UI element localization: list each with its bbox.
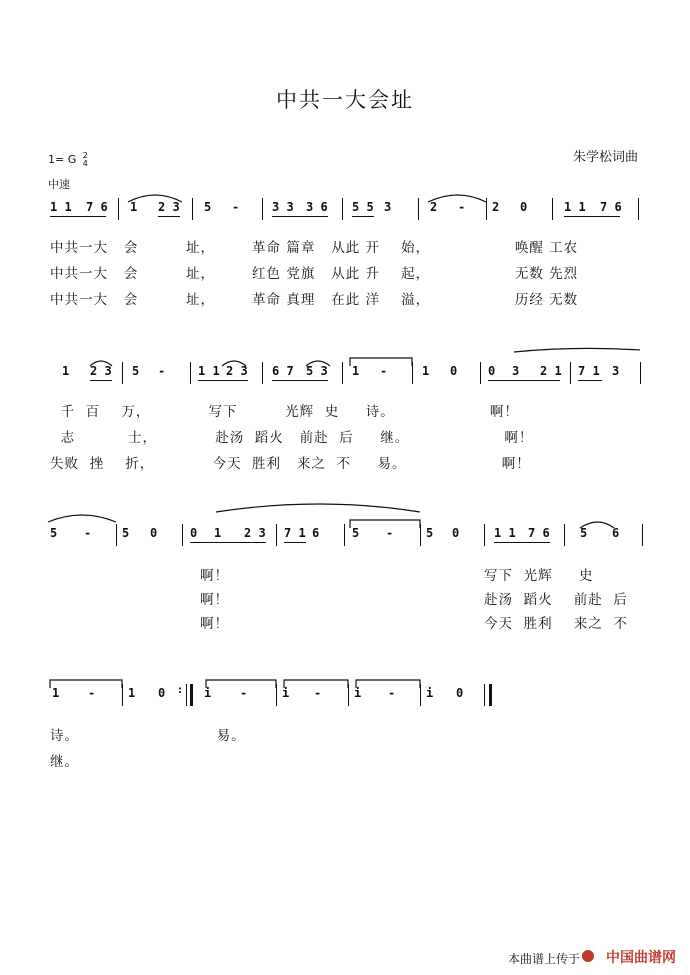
lyric-line: 啊！	[200, 616, 229, 632]
note-group: -	[232, 200, 240, 214]
tempo-marking: 中速	[48, 178, 70, 191]
note-group: 1	[128, 686, 136, 700]
note-group: -	[386, 526, 394, 540]
note-group: 2 3	[158, 200, 180, 214]
note-group: 3	[612, 364, 620, 378]
repeat-dots: :	[178, 685, 182, 696]
note-group: 1 1	[494, 526, 516, 540]
note-group: 0	[456, 686, 464, 700]
note-group: 0	[520, 200, 528, 214]
lyric-line: 失败 挫 折， 今天 胜利 来之 不 易。 啊！	[50, 456, 531, 472]
note-group: 1 1	[50, 200, 72, 214]
lyric-line: 千 百 万， 写下 光辉 史 诗。 啊！	[50, 404, 519, 420]
note-group: i	[204, 686, 212, 700]
note-group: i	[282, 686, 290, 700]
note-group: 0	[158, 686, 166, 700]
note-group: 3 3	[272, 200, 294, 214]
note-group: 1	[62, 364, 70, 378]
note-group: 0	[150, 526, 158, 540]
note-group: 6 7	[272, 364, 294, 378]
key-label: 1= G	[48, 153, 77, 166]
note-group: 5	[50, 526, 58, 540]
note-group: 2 3	[244, 526, 266, 540]
lyric-line: 中共一大 会 址， 红色 党旗 从此 升 起， 无数 先烈	[50, 266, 579, 282]
note-group: i	[354, 686, 362, 700]
note-group: 1 1	[564, 200, 586, 214]
note-group: 5	[132, 364, 140, 378]
note-group: 5	[204, 200, 212, 214]
note-group: -	[458, 200, 466, 214]
note-group: 7 6	[528, 526, 550, 540]
note-group: 7 1	[578, 364, 600, 378]
note-group: 1	[352, 364, 360, 378]
note-group: 0	[488, 364, 496, 378]
note-group: 2 3	[90, 364, 112, 378]
lyric-line: 啊！	[200, 568, 229, 584]
note-group: -	[88, 686, 96, 700]
lyric-line: 赴汤 蹈火 前赴 后	[484, 592, 628, 608]
note-group: 3	[384, 200, 392, 214]
note-group: 1 1	[198, 364, 220, 378]
note-group: -	[314, 686, 322, 700]
lyric-line: 继。	[50, 754, 79, 770]
lyric-line: 中共一大 会 址， 革命 真理 在此 洋 溢， 历经 无数	[50, 292, 579, 308]
lyric-line: 中共一大 会 址， 革命 篇章 从此 开 始， 唤醒 工农	[50, 240, 579, 256]
note-group: 7 6	[600, 200, 622, 214]
footer-watermark	[490, 944, 690, 972]
note-group: 5	[426, 526, 434, 540]
note-group: 0	[452, 526, 460, 540]
note-group: 5	[352, 526, 360, 540]
note-group: 1	[52, 686, 60, 700]
note-group: 1	[214, 526, 222, 540]
note-group: 3 6	[306, 200, 328, 214]
lyric-line: 诗。 易。	[50, 728, 246, 744]
lyric-line: 啊！	[200, 592, 229, 608]
lyric-line: 志 士， 赴汤 蹈火 前赴 后 继。 啊！	[50, 430, 534, 446]
note-group: 5 5	[352, 200, 374, 214]
note-group: 2 3	[226, 364, 248, 378]
note-group: 0	[190, 526, 198, 540]
note-group: 5	[580, 526, 588, 540]
note-group: 5 3	[306, 364, 328, 378]
song-title: 中共一大会址	[276, 88, 414, 112]
note-group: -	[388, 686, 396, 700]
note-group: 2 1	[540, 364, 562, 378]
note-group: 2	[492, 200, 500, 214]
note-group: -	[158, 364, 166, 378]
lyric-line: 今天 胜利 来之 不	[484, 616, 628, 632]
lyric-line: 写下 光辉 史	[484, 568, 594, 584]
site-logo-icon	[582, 950, 594, 962]
site-logo: 中国曲谱网	[606, 950, 676, 966]
note-group: 7 6	[86, 200, 108, 214]
note-group: 0	[450, 364, 458, 378]
upload-note: 本曲谱上传于	[507, 952, 580, 966]
note-group: 6	[612, 526, 620, 540]
time-sig-bottom: 4	[82, 159, 88, 168]
time-sig-top: 2	[82, 151, 88, 160]
note-group: 6	[312, 526, 320, 540]
composer-credit: 朱学松词曲	[572, 150, 638, 165]
note-group: -	[84, 526, 92, 540]
note-group: 2	[430, 200, 438, 214]
note-group: 1	[130, 200, 138, 214]
note-group: -	[240, 686, 248, 700]
note-group: i	[426, 686, 434, 700]
note-group: -	[380, 364, 388, 378]
note-group: 1	[422, 364, 430, 378]
note-group: 3	[512, 364, 520, 378]
note-group: 7 1	[284, 526, 306, 540]
note-group: 5	[122, 526, 130, 540]
